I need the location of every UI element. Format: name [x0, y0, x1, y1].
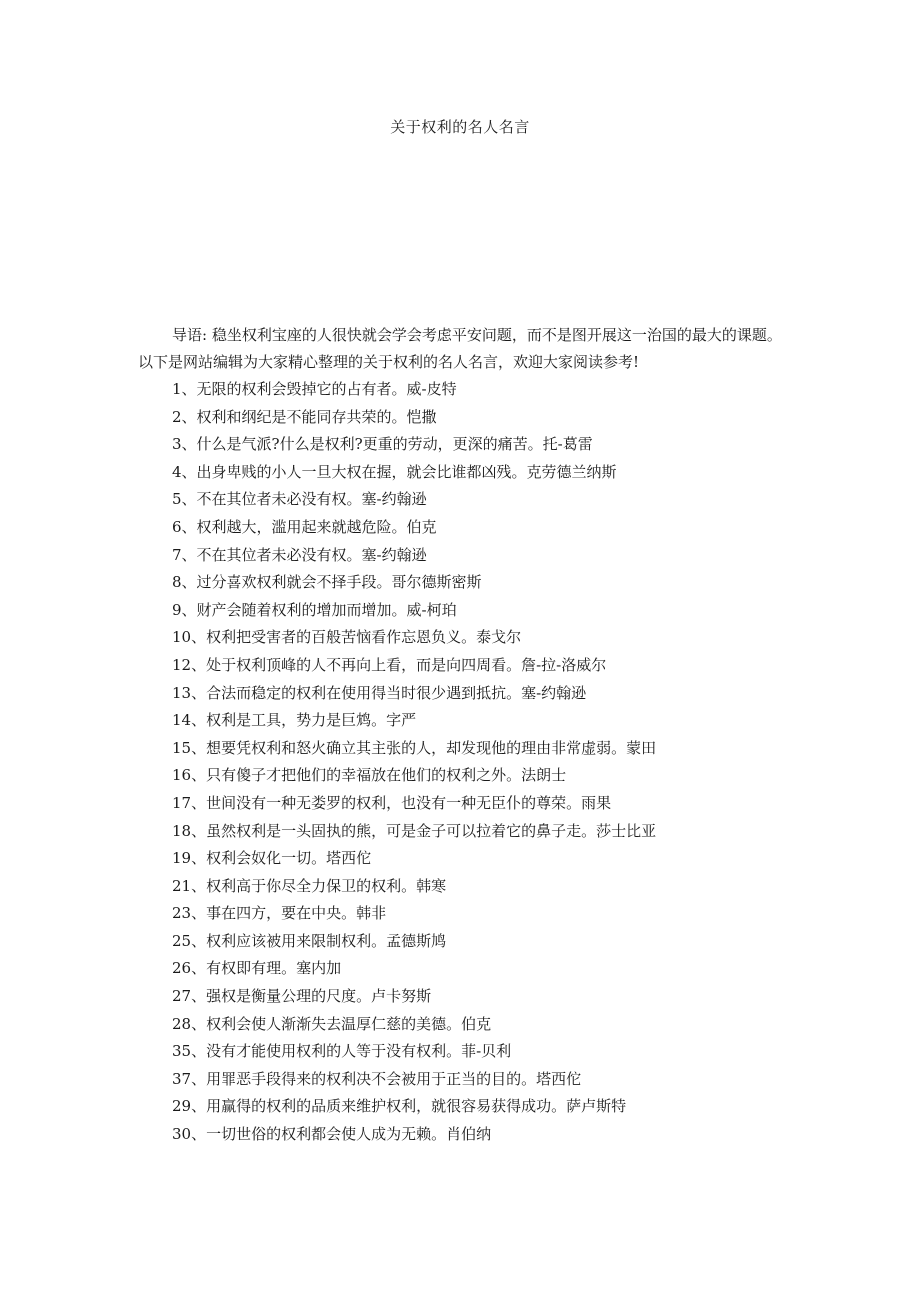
quote-item: 19、权利会奴化一切。塔西佗: [172, 849, 372, 868]
quote-item: 21、权利高于你尽全力保卫的权利。韩寒: [172, 876, 447, 895]
quote-item: 18、虽然权利是一头固执的熊，可是金子可以拉着它的鼻子走。莎士比亚: [172, 821, 657, 840]
quote-item: 35、没有才能使用权利的人等于没有权利。菲-贝利: [172, 1042, 512, 1061]
quote-item: 26、有权即有理。塞内加: [172, 959, 342, 978]
quote-item: 2、权利和纲纪是不能同存共荣的。恺撒: [172, 407, 437, 426]
quote-item: 14、权利是工具，势力是巨鸩。字严: [172, 711, 417, 730]
quote-item: 7、不在其位者未必没有权。塞-约翰逊: [172, 545, 427, 564]
quote-item: 16、只有傻子才把他们的幸福放在他们的权利之外。法朗士: [172, 766, 567, 785]
quote-item: 29、用赢得的权利的品质来维护权利，就很容易获得成功。萨卢斯特: [172, 1097, 627, 1116]
quote-list: [172, 376, 792, 1149]
quote-item: 27、强权是衡量公理的尺度。卢卡努斯: [172, 987, 432, 1006]
quote-item: 4、出身卑贱的小人一旦大权在握，就会比谁都凶残。克劳德兰纳斯: [172, 462, 617, 481]
quote-item: 13、合法而稳定的权利在使用得当时很少遇到抵抗。塞-约翰逊: [172, 683, 587, 702]
quote-item: 8、过分喜欢权利就会不择手段。哥尔德斯密斯: [172, 573, 482, 592]
quote-item: 6、权利越大，滥用起来就越危险。伯克: [172, 517, 437, 536]
page-title: 关于权利的名人名言: [390, 118, 530, 136]
quote-item: 12、处于权利顶峰的人不再向上看，而是向四周看。詹-拉-洛威尔: [172, 655, 607, 674]
quote-item: 9、财产会随着权利的增加而增加。威-柯珀: [172, 600, 457, 619]
quote-item: 3、什么是气派?什么是权利?更重的劳动，更深的痛苦。托-葛雷: [172, 435, 593, 454]
intro-paragraph: 导语: 稳坐权利宝座的人很快就会学会考虑平安问题，而不是图开展这一治国的最大的课题。以下是网站编辑为大家精心整理的关于权利的名人名言，欢迎大家阅读参考!: [138, 326, 782, 371]
quote-item: 37、用罪恶手段得来的权利决不会被用于正当的目的。塔西佗: [172, 1069, 582, 1088]
quote-item: 28、权利会使人渐渐失去温厚仁慈的美德。伯克: [172, 1014, 492, 1033]
quote-item: 17、世间没有一种无娄罗的权利，也没有一种无臣仆的尊荣。雨果: [172, 793, 612, 812]
quote-item: 1、无限的权利会毁掉它的占有者。威-皮特: [172, 380, 457, 398]
quote-item: 30、一切世俗的权利都会使人成为无赖。肖伯纳: [172, 1125, 492, 1144]
quote-item: 25、权利应该被用来限制权利。孟德斯鸠: [172, 931, 447, 950]
quote-item: 5、不在其位者未必没有权。塞-约翰逊: [172, 490, 427, 509]
quote-item: 15、想要凭权利和怒火确立其主张的人，却发现他的理由非常虚弱。蒙田: [172, 738, 657, 757]
quote-item: 10、权利把受害者的百般苦恼看作忘恩负义。泰戈尔: [172, 628, 522, 647]
quote-item: 23、事在四方，要在中央。韩非: [172, 904, 387, 923]
